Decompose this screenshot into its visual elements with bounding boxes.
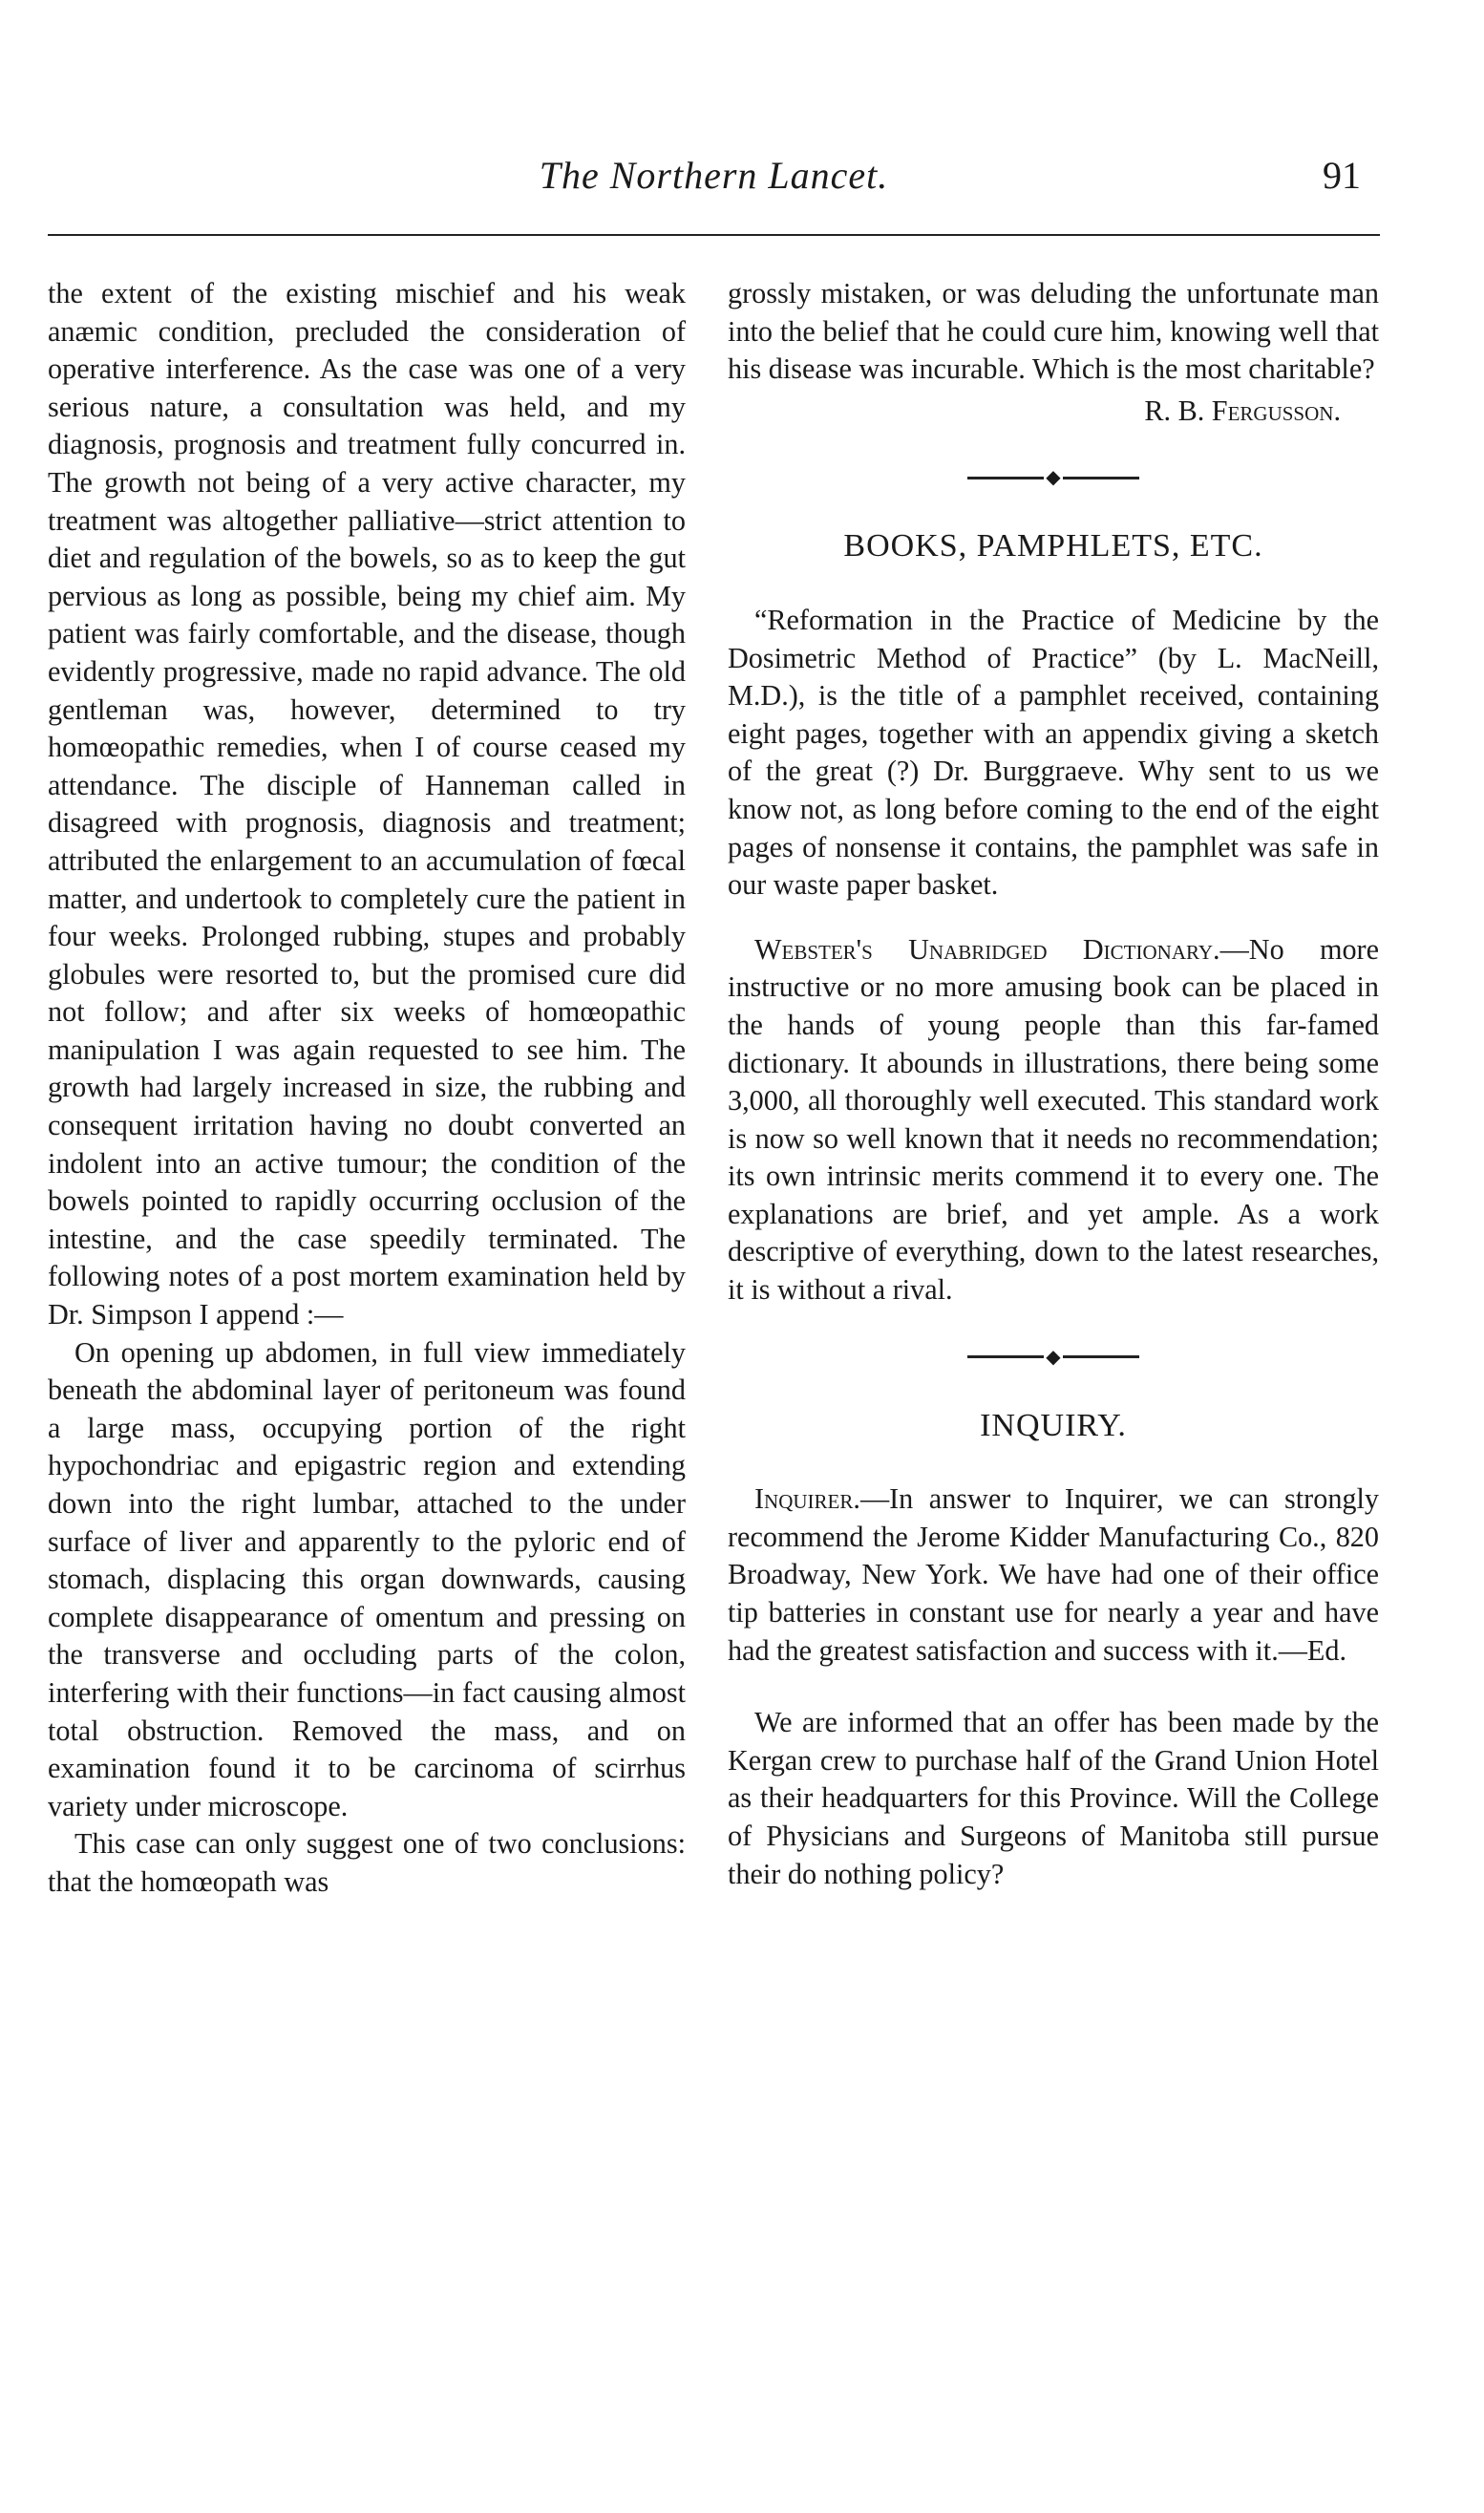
section-divider: ◆ (728, 1348, 1379, 1367)
kergan-paragraph: We are informed that an offer has been made by the Kergan crew to purchase half of the Grand Union Hotel as their headquarters for this Province. Will the College of Physicians and Surgeons of Manitoba still pursue their do nothing policy? (728, 1706, 1379, 1890)
journal-title: The Northern Lancet. (539, 154, 889, 197)
conclusion-paragraph: This case can only suggest one of two conclusions: that the homœopath was (48, 1827, 686, 1898)
header-rule (48, 234, 1380, 236)
inquirer-body: —In answer to Inquirer, we can strongly recommend the Jerome Kidder Manufacturing Co., 820 Broadway, New York. We have had one of their office tip batteries in constant use for nearly a year and have had the greatest satisfaction and success with it.—Ed. (728, 1482, 1379, 1667)
reformation-review-paragraph: “Reformation in the Practice of Medicine by the Dosimetric Method of Practice” (by L. MacNeill, M.D.), is the title of a pamphlet received, containing eight pages, together with an appendix giving a sketch of the great (?) Dr. Burggraeve. Why sent to us we know not, as long before coming to the end of the eight pages of nonsense it contains, the pamphlet was safe in our waste paper basket. (728, 603, 1379, 902)
books-section-heading: BOOKS, PAMPHLETS, ETC. (843, 528, 1263, 564)
inquirer-paragraph (728, 1480, 1379, 1670)
webster-body: —No more instructive or no more amusing book can be placed in the hands of young people than this far-famed dictionary. It abounds in illustrations, there being some 3,000, all thoroughly well executed. This standard work is now so well known that it needs no recommendation; its own intrinsic merits commend it to every one. The explanations are brief, and yet ample. As a work descriptive of everything, down to the latest researches, it is without a rival. (728, 932, 1380, 1307)
page-number: 91 (1323, 154, 1361, 197)
case-paragraph-1: the extent of the existing mischief and his weak anæmic condition, precluded the consideration of operative interference. As the case was one of a very serious nature, a consultation was held, and my diagnosis, prognosis and treatment fully concurred in. The growth not being of a very active character, my treatment was altogether palliative—strict attention to diet and regulation of the bowels, so as to keep the gut pervious as long as possible, being my chief aim. My patient was fairly comfortable, and the disease, though evidently progressive, made no rapid advance. The old gentleman was, however, determined to try homœopathic remedies, when I of course ceased my attendance. The disciple of Hanneman called in disagreed with prognosis, diagnosis and treatment; attributed the enlargement to an accumulation of fœcal matter, and undertook to completely cure the patient in four weeks. Prolonged rubbing, stupes and probably globules were resorted to, but the promised cure did not follow; and after six weeks of homœopathic manipulation I was again requested to see him. The growth had largely increased in size, the rubbing and consequent irritation having no doubt converted an indolent into an active tumour; the condition of the bowels pointed to rapidly occurring occlusion of the intestine, and the case speedily terminated. The following notes of a post mortem examination held by Dr. Simpson I append :— (48, 277, 686, 1331)
webster-lead: Webster's Unabridged Dictionary. (754, 932, 1220, 966)
webster-review-paragraph (728, 931, 1379, 1310)
right-column (728, 275, 1379, 1893)
post-mortem-paragraph: On opening up abdomen, in full view immediately beneath the abdominal layer of peritoneum was found a large mass, occupying portion of the right hypochondriac and epigastric region and extending down into the right lumbar, attached to the under surface of liver and apparently to the pyloric end of stomach, displacing this organ downwards, causing complete disappearance of omentum and pressing on the transverse and occluding parts of the colon, interfering with their functions—in fact causing almost total obstruction. Removed the mass, and on examination found it to be carcinoma of scirrhus variety under microscope. (48, 1335, 686, 1822)
section-divider: ◆ (728, 468, 1379, 487)
author-signature: R. B. Fergusson. (1144, 394, 1341, 427)
page-header (48, 153, 1380, 210)
inquiry-section-heading: INQUIRY. (980, 1407, 1127, 1443)
left-column (48, 275, 686, 1902)
continued-paragraph: grossly mistaken, or was deluding the unfortunate man into the belief that he could cure him, knowing well that his disease was incurable. Which is the most charitable? (728, 277, 1379, 386)
inquirer-lead: Inquirer. (754, 1482, 860, 1516)
